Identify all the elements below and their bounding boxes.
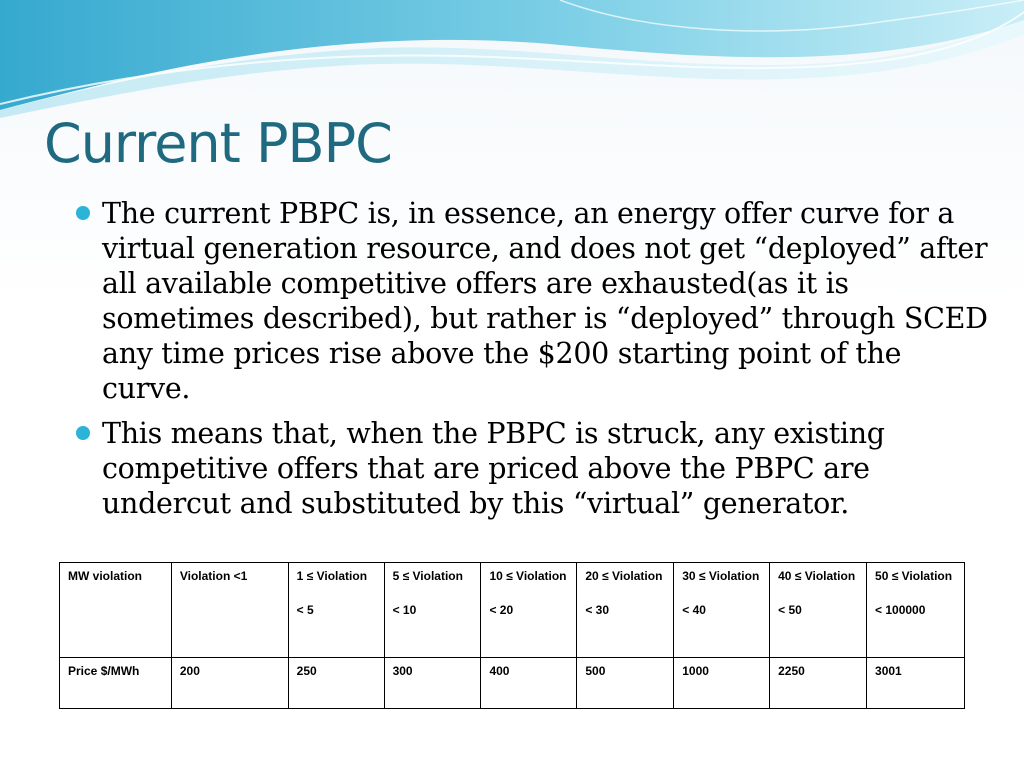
table-cell [384,563,481,658]
cell-spacer [297,584,376,602]
cell-text: 10 ≤ Violation [489,569,567,583]
bullet-text: The current PBPC is, in essence, an energy offer curve for a virtual generation resource, and does not get “deployed” after all available competitive offers are exhausted(as it is sometimes described), but rather is “deployed” through SCED any time prices rise above the $200 starting point of the curve. [102,197,988,405]
cell-text: 40 ≤ Violation [778,569,856,583]
cell-text: 50 ≤ Violation [875,569,953,583]
cell-spacer [393,584,473,602]
table-cell: 200 [171,658,288,709]
cell-text: < 20 [489,603,514,617]
table-cell: 300 [384,658,481,709]
table-cell [577,563,674,658]
row-header-price: Price $/MWh [60,658,172,709]
cell-text: 20 ≤ Violation [585,569,663,583]
table-cell [481,563,577,658]
cell-text: < 40 [682,603,706,617]
slide-title: Current PBPC [44,112,392,175]
cell-text: 5 ≤ Violation [392,569,463,583]
bullet-dot-icon [76,426,90,440]
cell-text: < 30 [585,603,610,617]
cell-text: 30 ≤ Violation [682,569,760,583]
row-header-mw-violation: MW violation [60,563,172,658]
cell-spacer [778,584,858,602]
bullet-list [76,196,996,531]
table-cell: 500 [577,658,674,709]
bullet-item [76,196,996,406]
pbpc-table [59,562,965,709]
cell-text: 1 ≤ Violation [296,569,368,583]
bullet-text: This means that, when the PBPC is struck, any existing competitive offers that are priced above the PBPC are undercut and substituted by this “virtual” generator. [102,417,885,520]
bullet-item [76,416,996,521]
cell-text: Violation <1 [179,569,248,583]
header-wave-decoration [0,0,1024,120]
table-cell: 3001 [867,658,965,709]
table-cell [867,563,965,658]
table-cell: 1000 [674,658,770,709]
cell-text: < 5 [296,603,314,617]
cell-spacer [875,584,956,602]
table-row-mw-violation [60,563,965,658]
table-cell: 2250 [770,658,867,709]
table-cell: 250 [288,658,384,709]
bullet-dot-icon [76,206,90,220]
table-cell [288,563,384,658]
table-cell [171,563,288,658]
table-cell: 400 [481,658,577,709]
cell-text: < 100000 [875,603,926,617]
table-cell [770,563,867,658]
table-cell [674,563,770,658]
table-row-price [60,658,965,709]
cell-spacer [489,584,568,602]
cell-text: < 10 [392,603,417,617]
cell-text: < 50 [778,603,802,617]
cell-spacer [682,584,761,602]
cell-spacer [585,584,665,602]
